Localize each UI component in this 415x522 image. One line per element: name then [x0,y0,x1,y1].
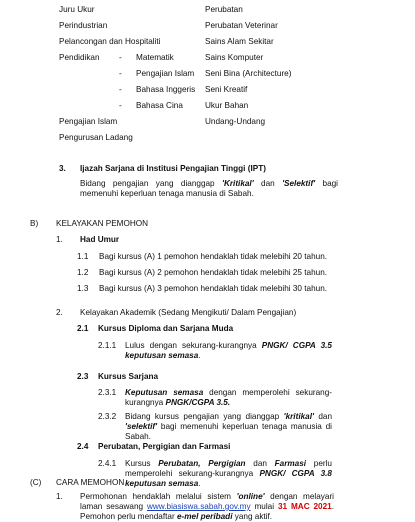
age-rule: Bagi kursus (A) 1 pemohon hendaklah tidak melebihi 20 tahun. [99,252,328,261]
subsection-title: Kelayakan Akademik (Sedang Mengikuti/ Dalam Pengajian) [80,308,297,317]
sub-dash: - [119,101,122,110]
item-number: 2.1 [77,324,89,333]
paragraph: Permohonan hendaklah melalui sistem 'online' dengan melayari laman sesawang www.biasiswa.sabah.gov.my mulai 31 MAC 2021. Pemohon perlu mendaftar e-mel peribadi yang aktif. [80,492,334,521]
item-number: 2. [56,308,63,317]
field-sub-item: Bahasa Inggeris [136,85,196,94]
field-item: Pengurusan Ladang [59,133,133,142]
age-rule: Bagi kursus (A) 3 pemohon hendaklah tidak melebihi 30 tahun. [99,284,328,293]
item-number: 2.3 [77,372,89,381]
paragraph: Bidang kursus pengajian yang dianggap 'kritikal' dan 'selektif' bagi memenuhi keperluan tenaga manusia di Sabah. [125,412,332,441]
section-heading: KELAYAKAN PEMOHON [56,219,149,228]
subsection-title: Kursus Sarjana [98,372,159,381]
item-number: 1. [56,492,63,501]
item-number: 2.1.1 [98,341,117,350]
field-item: Sains Alam Sekitar [205,37,274,46]
subsection-title: Perubatan, Pergigian dan Farmasi [98,442,231,451]
item-number: 2.3.1 [98,388,117,397]
sub-dash: - [119,53,122,62]
item-number: 1. [56,235,63,244]
field-item: Undang-Undang [205,117,266,126]
section-letter: B) [30,219,39,228]
field-item: Perubatan Veterinar [205,21,278,30]
field-sub-item: Matematik [136,53,174,62]
field-item: Sains Komputer [205,53,264,62]
field-item: Pengajian Islam [59,117,118,126]
section-heading: CARA MEMOHON [56,478,125,487]
section-title: Ijazah Sarjana di Institusi Pengajian Tinggi (IPT) [80,164,266,173]
item-number: 1.1 [77,252,89,261]
paragraph: Keputusan semasa dengan memperolehi sekurang-kurangnya PNGK/CGPA 3.5. [125,388,332,407]
sub-dash: - [119,85,122,94]
sub-dash: - [119,69,122,78]
field-item: Juru Ukur [59,5,95,14]
field-item: Seni Bina (Architecture) [205,69,292,78]
age-rule: Bagi kursus (A) 2 pemohon hendaklah tidak melebihi 25 tahun. [99,268,328,277]
subsection-title: Had Umur [80,235,120,244]
field-item: Ukur Bahan [205,101,249,110]
paragraph: Bidang pengajian yang dianggap 'Kritikal' dan 'Selektif' bagi memenuhi keperluan tenaga manusia di Sabah. [80,179,338,198]
item-number: 2.4.1 [98,459,117,468]
field-sub-item: Bahasa Cina [136,101,183,110]
paragraph: Kursus Perubatan, Pergigian dan Farmasi perlu memperolehi sekurang-kurangnya PNGK/ CGPA 3.8 keputusan semasa. [125,459,332,488]
field-item: Pelancongan dan Hospitaliti [59,37,161,46]
subsection-title: Kursus Diploma dan Sarjana Muda [98,324,234,333]
website-link[interactable]: www.biasiswa.sabah.gov.my [146,502,251,511]
item-number: 1.2 [77,268,89,277]
item-number: 1.3 [77,284,89,293]
field-item: Pendidikan [59,53,100,62]
field-item: Perubatan [205,5,243,14]
paragraph: Lulus dengan sekurang-kurangnya PNGK/ CGPA 3.5 keputusan semasa. [125,341,332,360]
item-number: 2.3.2 [98,412,117,421]
section-number: 3. [59,164,66,173]
field-sub-item: Pengajian Islam [136,69,195,78]
field-item: Seni Kreatif [205,85,248,94]
field-item: Perindustrian [59,21,108,30]
item-number: 2.4 [77,442,89,451]
section-letter: (C) [30,478,42,487]
